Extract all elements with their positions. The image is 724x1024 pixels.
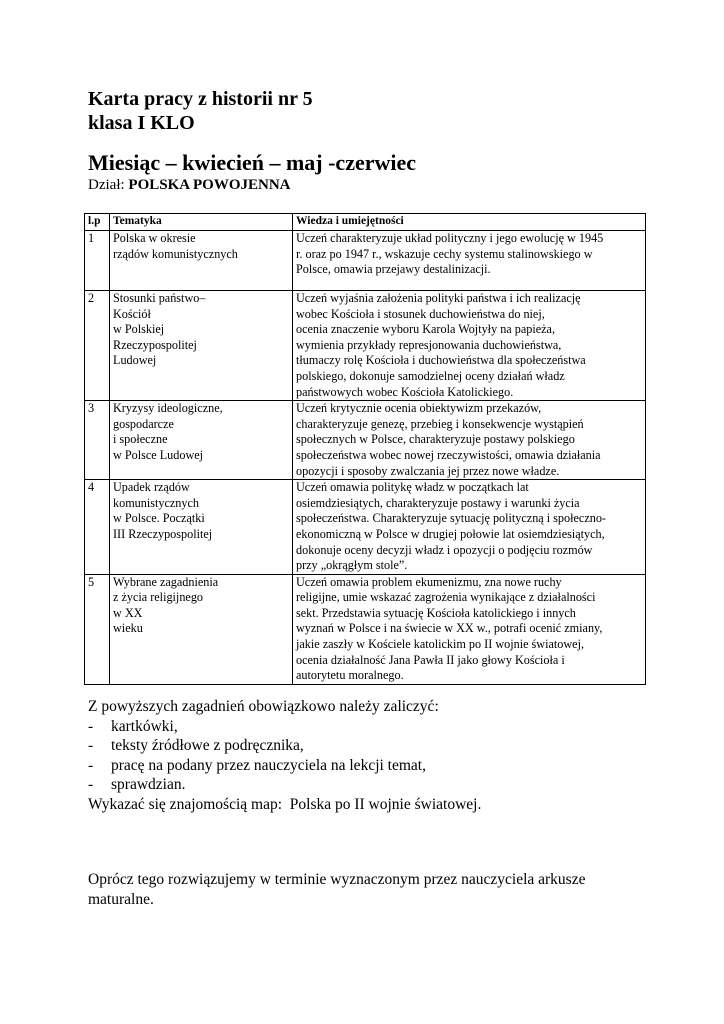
header-topic: Tematyka bbox=[110, 214, 293, 231]
requirements-list bbox=[88, 717, 481, 795]
table-header-row bbox=[85, 214, 646, 231]
table-row bbox=[85, 480, 646, 575]
table-row bbox=[85, 231, 646, 291]
section-label: Dział: bbox=[88, 177, 129, 193]
section-heading bbox=[88, 175, 291, 195]
table-row bbox=[85, 574, 646, 684]
row-number: 3 bbox=[85, 401, 110, 480]
row-skills: Uczeń charakteryzuje układ polityczny i jego ewolucję w 1945 r. oraz po 1947 r., wskazuje cechy systemu stalinowskiego w Polsce, omawia przejawy destalinizacji. bbox=[293, 231, 646, 291]
row-skills: Uczeń wyjaśnia założenia polityki państwa i ich realizację wobec Kościoła i stosunek duchowieństwa do niej, ocenia znaczenie wyboru Karola Wojtyły na papieża, wymienia przykłady represjonowania duchowieństwa, tłumaczy rolę Kościoła i duchowieństwa dla społeczeństwa polskiego, dokonuje samodzielnej oceny działań władz państwowych wobec Kościoła Katolickiego. bbox=[293, 291, 646, 401]
table-row bbox=[85, 291, 646, 401]
section-name: POLSKA POWOJENNA bbox=[128, 177, 291, 193]
list-item: - pracę na podany przez nauczyciela na lekcji temat, bbox=[88, 756, 426, 774]
row-number: 4 bbox=[85, 480, 110, 575]
topics-table bbox=[84, 213, 646, 685]
row-topic: Stosunki państwo– Kościół w Polskiej Rzeczypospolitej Ludowej bbox=[110, 291, 293, 401]
header-lp: l.p bbox=[85, 214, 110, 231]
requirements-intro: Z powyższych zagadnień obowiązkowo należy zaliczyć: bbox=[88, 698, 439, 715]
maps-requirement: Wykazać się znajomością map: Polska po II wojnie światowej. bbox=[88, 795, 482, 813]
list-item: - kartkówki, bbox=[88, 717, 178, 735]
bullet-dash: - bbox=[88, 776, 94, 793]
requirements-section bbox=[88, 697, 481, 814]
row-topic: Wybrane zagadnienia z życia religijnego w XX wieku bbox=[110, 574, 293, 684]
bullet-dash: - bbox=[88, 756, 94, 774]
row-number: 2 bbox=[85, 291, 110, 401]
row-number: 5 bbox=[85, 574, 110, 684]
header-skills: Wiedza i umiejętności bbox=[293, 214, 646, 231]
bullet-dash: - bbox=[88, 737, 94, 754]
closing-note: Oprócz tego rozwiązujemy w terminie wyznaczonym przez nauczyciela arkusze maturalne. bbox=[88, 871, 586, 908]
list-item: - teksty źródłowe z podręcznika, bbox=[88, 737, 304, 754]
list-item: - sprawdzian. bbox=[88, 776, 186, 793]
row-skills: Uczeń omawia politykę władz w początkach lat osiemdziesiątych, charakteryzuje postawy i warunki życia społeczeństwa. Charakteryzuje sytuację polityczną i społeczno- ekonomiczną w Polsce w drugiej połowie lat osiemdziesiątych, dokonuje oceny decyzji władz i opozycji o podjęciu rozmów przy „okrągłym stole”. bbox=[293, 480, 646, 575]
row-number: 1 bbox=[85, 231, 110, 291]
row-skills: Uczeń krytycznie ocenia obiektywizm przekazów, charakteryzuje genezę, przebieg i konsekwencje wystąpień społecznych w Polsce, charakteryzuje postawy polskiego społeczeństwa wobec nowej rzeczywistości, omawia działania opozycji i sposoby zwalczania jej przez nowe władze. bbox=[293, 401, 646, 480]
class-label: klasa I KLO bbox=[88, 112, 195, 134]
worksheet-title: Karta pracy z historii nr 5 bbox=[88, 88, 313, 110]
row-skills: Uczeń omawia problem ekumenizmu, zna nowe ruchy religijne, umie wskazać zagrożenia wynikające z działalności sekt. Przedstawia sytuację Kościoła katolickiego i innych wyznań w Polsce i na świecie w XX w., potrafi ocenić zmiany, jakie zaszły w Kościele katolickim po II wojnie światowej, ocenia działalność Jana Pawła II jako głowy Kościoła i autorytetu moralnego. bbox=[293, 574, 646, 684]
row-topic: Kryzysy ideologiczne, gospodarcze i społeczne w Polsce Ludowej bbox=[110, 401, 293, 480]
row-topic: Upadek rządów komunistycznych w Polsce. Początki III Rzeczypospolitej bbox=[110, 480, 293, 575]
months-heading: Miesiąc – kwiecień – maj -czerwiec bbox=[88, 150, 417, 175]
row-topic: Polska w okresie rządów komunistycznych bbox=[110, 231, 293, 291]
table-row bbox=[85, 401, 646, 480]
bullet-dash: - bbox=[88, 717, 94, 735]
